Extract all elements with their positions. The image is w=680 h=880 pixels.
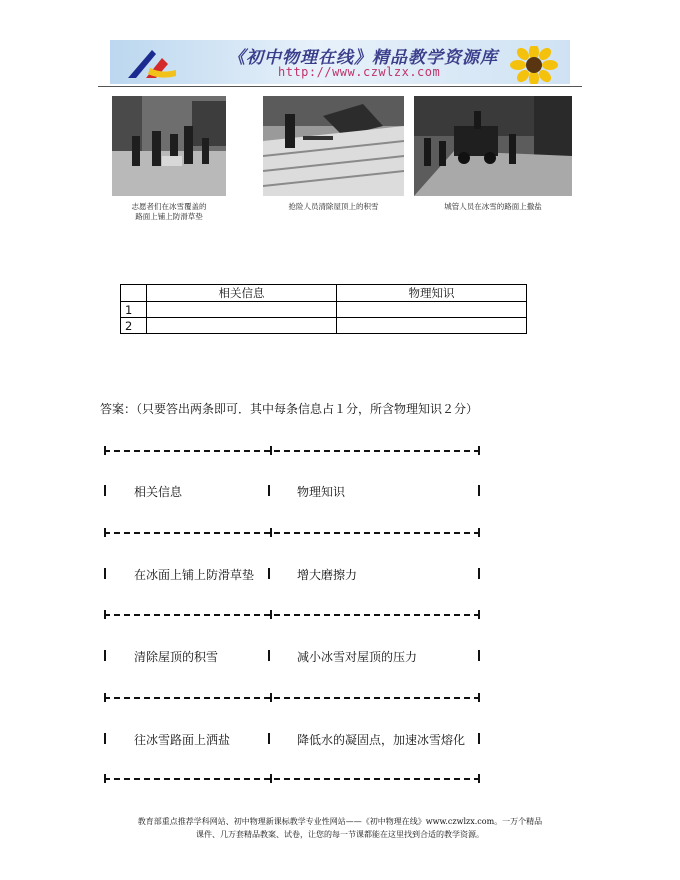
volunteers-photo xyxy=(112,96,226,196)
photo-roof xyxy=(263,96,404,212)
photo-caption: 城管人员在冰雪的路面上撒盐 xyxy=(444,202,542,211)
header-divider xyxy=(98,86,582,87)
answer-physics-cell: 增大磨擦力 xyxy=(297,568,358,582)
row-number: 1 xyxy=(121,302,147,318)
table-header-cell xyxy=(121,285,147,302)
footer-line: 课件、几万套精品教案、试卷，让您的每一节课都能在这里找到合适的教学资源。 xyxy=(196,830,484,839)
table-header-cell: 物理知识 xyxy=(337,285,527,302)
answer-physics-cell: 降低水的凝固点，加速冰雪熔化 xyxy=(297,733,466,747)
table-header-row xyxy=(121,285,527,302)
cell-border xyxy=(268,650,270,661)
banner-title: 《初中物理在线》精品教学资源库 xyxy=(228,48,498,68)
answer-header-physics: 物理知识 xyxy=(297,485,346,499)
cell-border xyxy=(478,485,480,496)
answer-physics-cell: 减小冰雪对屋顶的压力 xyxy=(297,650,418,664)
photo-caption: 志愿者们在冰雪覆盖的 路面上铺上防滑草垫 xyxy=(131,202,207,221)
table-cell[interactable] xyxy=(147,318,337,334)
answer-header-info: 相关信息 xyxy=(134,485,183,499)
cell-border xyxy=(104,568,106,579)
site-banner xyxy=(110,40,570,84)
cell-border xyxy=(104,485,106,496)
banner-url[interactable]: http://www.czwlzx.com xyxy=(278,65,441,79)
roof-photo xyxy=(263,96,404,196)
cell-border xyxy=(268,733,270,744)
row-number: 2 xyxy=(121,318,147,334)
blank-answer-table xyxy=(120,284,527,334)
answer-info-cell: 在冰面上铺上防滑草垫 xyxy=(134,568,255,582)
cell-border xyxy=(104,650,106,661)
answer-intro: 答案：（只要答出两条即可．其中每条信息占１分，所含物理知识２分） xyxy=(100,402,479,416)
photo-caption: 抢险人员清除屋顶上的积雪 xyxy=(288,202,379,211)
photo-volunteers xyxy=(112,96,226,222)
cell-border xyxy=(478,650,480,661)
table-cell[interactable] xyxy=(147,302,337,318)
table-row xyxy=(121,302,527,318)
cell-border xyxy=(478,733,480,744)
cell-border xyxy=(478,568,480,579)
photo-salt xyxy=(414,96,572,212)
table-header-cell: 相关信息 xyxy=(147,285,337,302)
page-footer xyxy=(0,815,680,841)
table-cell[interactable] xyxy=(337,318,527,334)
table-cell[interactable] xyxy=(337,302,527,318)
answer-info-cell: 清除屋顶的积雪 xyxy=(134,650,219,664)
cell-border xyxy=(268,485,270,496)
site-logo-icon xyxy=(122,44,182,82)
sunflower-icon xyxy=(506,46,562,84)
answer-info-cell: 往冰雪路面上洒盐 xyxy=(134,733,231,747)
footer-line: 教育部重点推荐学科网站、初中物理新课标教学专业性网站——《初中物理在线》www.czwlzx.com。一万个精品 xyxy=(137,817,543,826)
cell-border xyxy=(268,568,270,579)
table-row xyxy=(121,318,527,334)
cell-border xyxy=(104,733,106,744)
salt-photo xyxy=(414,96,572,196)
